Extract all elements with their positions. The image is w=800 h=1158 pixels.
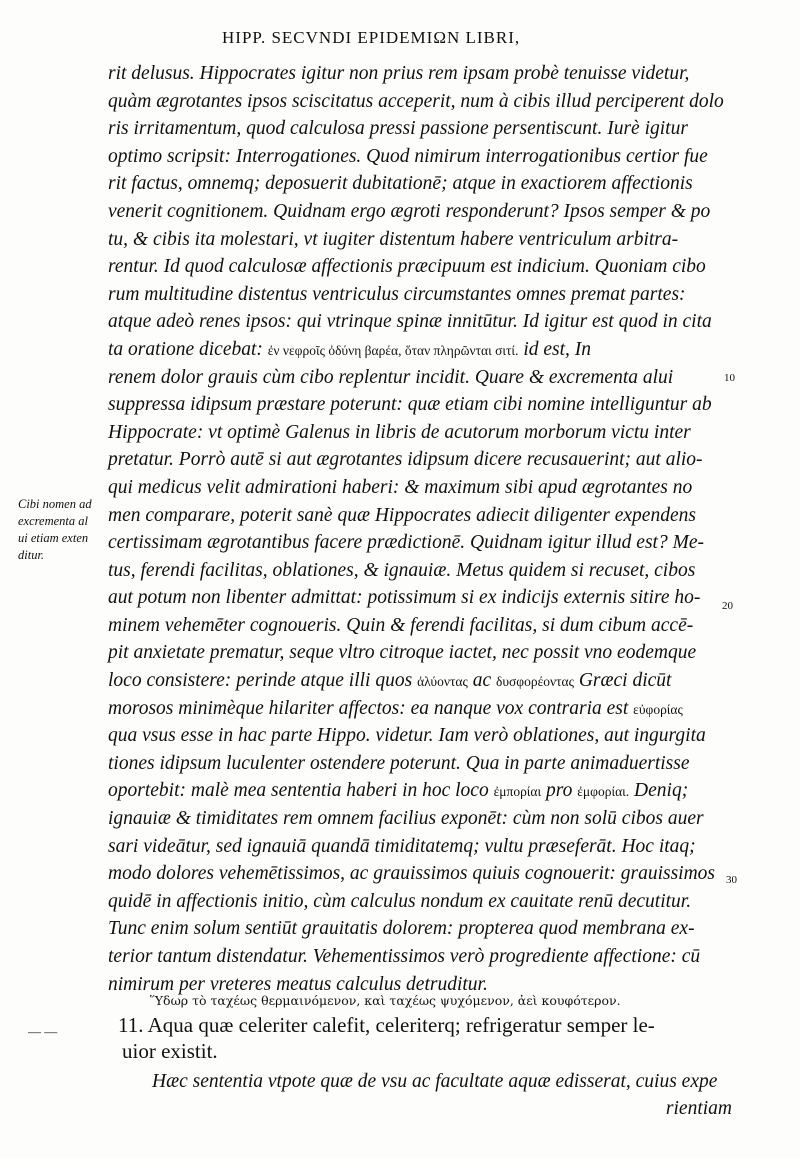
aphorism-line <box>118 1012 738 1038</box>
text-line: rit delusus. Hippocrates igitur non prius rem ipsam probè tenuisse videtur, <box>108 63 690 84</box>
margin-note <box>18 496 110 564</box>
commentary <box>152 1068 742 1122</box>
text-fragment: ac <box>472 670 492 692</box>
text-line: rentur. Id quod calculosæ affectionis præcipuum est indicium. Quoniam cibo <box>108 256 706 278</box>
greek-word: ἀλύοντας <box>417 674 468 690</box>
greek-word: εὐφορίας <box>633 701 683 717</box>
text-fragment: Græci dicūt <box>578 670 672 692</box>
line-number: 20 <box>722 600 733 612</box>
text-line: sari videātur, sed ignauiā quandā timiditatemq; vultu præseferāt. Hoc itaq; <box>108 835 696 857</box>
text-line: venerit cognitionem. Quidnam ergo ægroti responderunt? Ipsos semper & po <box>108 200 711 222</box>
text-line: ris irritamentum, quod calculosa pressi passione persentiscunt. Iurè igitur <box>108 118 688 140</box>
text-line: terior tantum distendatur. Vehementissimos verò progrediente affectione: cū <box>108 946 701 967</box>
text-line: pit anxietate prematur, seque vltro citroque iactet, nec possit vno eodemque <box>108 642 697 664</box>
greek-word: ἐμπορίαι <box>493 784 542 800</box>
text-fragment: ta oratione dicebat: <box>108 338 263 360</box>
text-fragment: morosos minimèque hilariter affectos: ea nanque vox contraria est <box>108 697 629 719</box>
greek-word: δυσφορέοντας <box>495 674 574 690</box>
text-fragment: Deniq; <box>634 780 689 802</box>
text-fragment: pro <box>546 780 573 802</box>
aphorism-text: Aqua quæ celeriter calefit, celeriterq; refrigeratur semper le- <box>147 1013 655 1037</box>
main-text-block <box>108 60 728 998</box>
aphorism <box>118 1012 738 1064</box>
text-line: tus, ferendi facilitas, oblationes, & ignauiæ. Metus quidem si recuset, cibos <box>108 559 696 581</box>
greek-word: ἐμφορίαι. <box>577 784 630 800</box>
line-number: 30 <box>726 874 737 886</box>
text-fragment: id est, In <box>523 338 592 360</box>
commentary-line: Hæc sententia vtpote quæ de vsu ac facultate aquæ edisserat, cuius expe <box>152 1071 718 1092</box>
text-line-with-greek <box>108 667 728 695</box>
text-line: men comparare, poterit sanè quæ Hippocrates adiecit diligenter expendens <box>108 504 696 526</box>
text-line: qui medicus velit admirationi haberi: & maximum sibi apud ægrotantes no <box>108 476 693 498</box>
text-line: quàm ægrotantes ipsos sciscitatus acceperit, num à cibis illud perciperent dolo <box>108 90 724 112</box>
text-line: tu, & cibis ita molestari, vt iugiter distentum habere ventriculum arbitra- <box>108 228 679 250</box>
aphorism-line: uior existit. <box>122 1039 218 1063</box>
line-number: 10 <box>724 372 735 384</box>
text-line: certissimam ægrotantibus facere prædictionē. Quidnam igitur illud est? Me- <box>108 532 704 554</box>
margin-note-line: ditur. <box>18 548 45 562</box>
text-line-with-greek <box>108 336 728 364</box>
text-line: Tunc enim solum sentiūt grauitatis dolorem: propterea quod membrana ex- <box>108 918 695 940</box>
text-fragment: loco consistere: perinde atque illi quos <box>108 670 413 692</box>
greek-quotation: ἐν νεφροῖς ὀδύνη βαρέα, ὅταν πληρῶνται σιτί. <box>267 342 519 358</box>
text-line: nimirum per vreteres meatus calculus detruditur. <box>108 973 488 995</box>
text-line: qua vsus esse in hac parte Hippo. videtur. Iam verò oblationes, aut ingurgita <box>108 725 706 747</box>
running-header: HIPP. SECVNDI EPIDEMIΩN LIBRI, <box>222 28 521 47</box>
text-line: aut potum non libenter admittat: potissimum si ex indicijs externis sitire ho- <box>108 587 701 609</box>
aphorism-number-marker <box>28 1024 57 1040</box>
text-line: quidē in affectionis initio, cùm calculus nondum ex cauitate renū decutitur. <box>108 890 692 912</box>
text-line: optimo scripsit: Interrogationes. Quod nimirum interrogationibus certior fue <box>108 145 708 167</box>
text-line: modo dolores vehemētissimos, ac grauissimos quiuis cognouerit: grauissimos <box>108 863 716 885</box>
text-line: atque adeò renes ipsos: qui vtrinque spinæ innitūtur. Id igitur est quod in cita <box>108 311 712 333</box>
text-line: rum multitudine distentus ventriculus circumstantes omnes premat partes: <box>108 283 686 305</box>
text-line-with-greek <box>108 777 728 805</box>
text-line: rit factus, omnemq; deposuerit dubitationē; atque in exactiorem affectionis <box>108 173 693 195</box>
text-line: ignauiæ & timiditates rem omnem facilius exponēt: cùm non solū cibos auer <box>108 808 704 830</box>
margin-note-line: excrementa al <box>18 514 88 528</box>
text-line: tiones idipsum luculenter ostendere poterunt. Qua in parte animaduertisse <box>108 752 690 774</box>
text-line-with-greek <box>108 695 728 723</box>
aphorism-number: 11. <box>118 1013 144 1037</box>
dash-marker: — — <box>28 1024 58 1039</box>
greek-aphorism-heading: Ὕδωρ τὸ ταχέως θερμαινόμενον, καὶ ταχέως ψυχόμενον, ἀεὶ κουφότερον. <box>150 993 621 1008</box>
text-line: suppressa idipsum præstare poterunt: quæ etiam cibi nomine intelliguntur ab <box>108 394 712 416</box>
text-fragment: oportebit: malè mea sententia haberi in hoc loco <box>108 780 489 802</box>
catchword: rientiam <box>665 1098 732 1119</box>
margin-note-line: ui etiam exten <box>18 531 89 545</box>
text-line: Hippocrate: vt optimè Galenus in libris de acutorum morborum victu inter <box>108 421 691 443</box>
text-line: renem dolor grauis cùm cibo replentur incidit. Quare & excrementa alui <box>108 366 674 388</box>
margin-note-line: Cibi nomen ad <box>18 497 92 511</box>
text-line: pretatur. Porrò autē si aut ægrotantes idipsum dicere recusauerint; aut alio- <box>108 449 703 471</box>
text-line: minem vehemēter cognoueris. Quin & ferendi facilitas, si dum cibum accē- <box>108 614 694 636</box>
